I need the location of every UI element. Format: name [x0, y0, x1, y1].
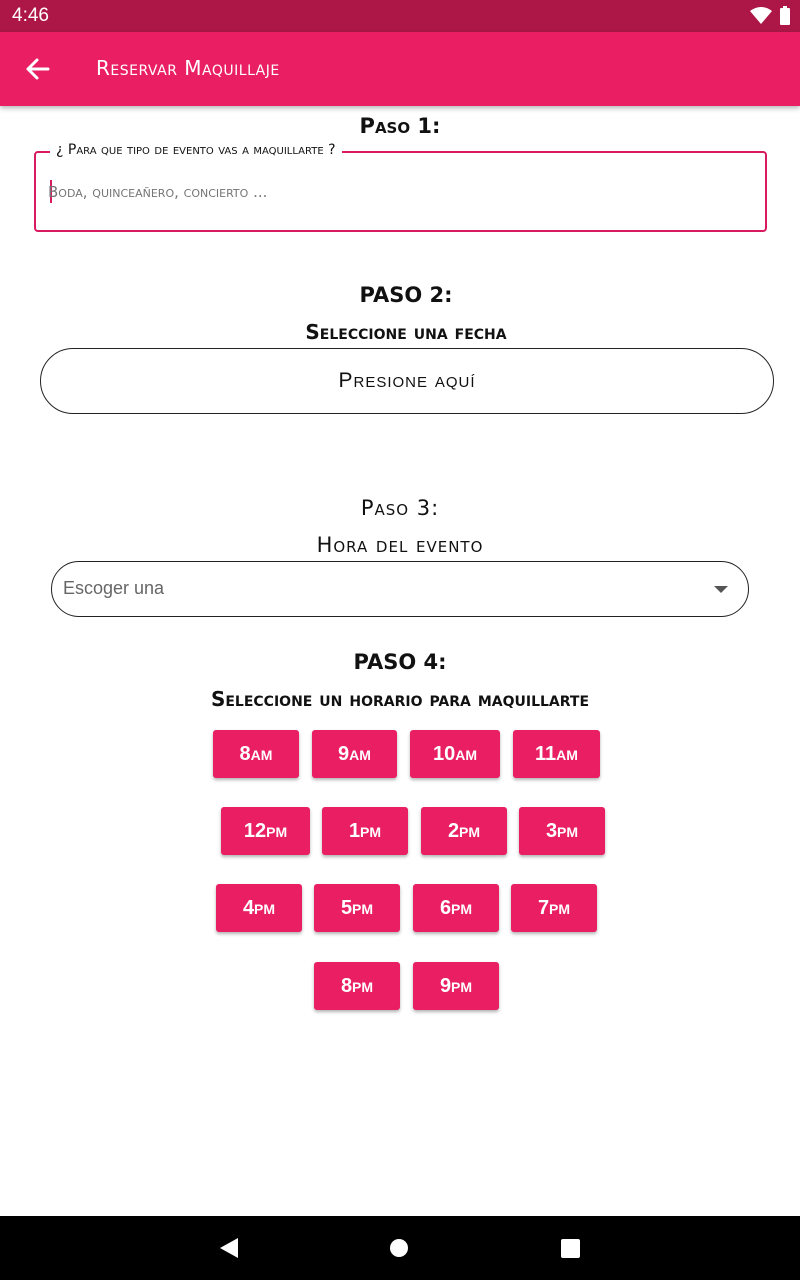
step4-subtitle: Seleccione un horario para maquillarte — [210, 687, 590, 711]
date-picker-button[interactable]: Presione aquí — [40, 348, 774, 414]
app-bar — [0, 32, 800, 106]
slot-button-6pm[interactable]: 6pm — [413, 884, 499, 932]
nav-home-icon[interactable] — [388, 1236, 410, 1260]
slot-button-9am[interactable]: 9am — [312, 730, 397, 778]
slot-button-8am[interactable]: 8am — [213, 730, 299, 778]
nav-recents-icon[interactable] — [560, 1236, 582, 1260]
slot-button-9pm[interactable]: 9pm — [413, 962, 499, 1010]
slot-button-7pm[interactable]: 7pm — [511, 884, 597, 932]
page-title: Reservar Maquillaje — [96, 56, 280, 80]
event-type-label: ¿ Para que tipo de evento vas a maquillarte ? — [50, 142, 342, 158]
step4-title: PASO 4: — [353, 650, 447, 674]
status-icons — [750, 6, 790, 25]
status-time: 4:46 — [12, 5, 49, 26]
event-hour-select[interactable] — [51, 561, 749, 617]
step2-title: PASO 2: — [359, 283, 453, 307]
step2-subtitle: Seleccione una fecha — [305, 320, 507, 344]
event-type-input[interactable] — [48, 177, 748, 207]
slot-button-3pm[interactable]: 3pm — [519, 807, 605, 855]
slot-button-5pm[interactable]: 5pm — [314, 884, 400, 932]
step1-title: Paso 1: — [359, 114, 441, 138]
step3-title: Paso 3: — [360, 496, 440, 520]
slot-button-2pm[interactable]: 2pm — [421, 807, 507, 855]
slot-button-11am[interactable]: 11am — [513, 730, 600, 778]
wifi-icon — [750, 7, 772, 25]
step3-subtitle: Hora del evento — [316, 533, 484, 557]
dropdown-arrow-icon — [714, 586, 728, 593]
event-type-field[interactable] — [34, 142, 767, 232]
slot-button-4pm[interactable]: 4pm — [216, 884, 302, 932]
event-hour-select-value: Escoger una — [63, 578, 165, 598]
slot-button-1pm[interactable]: 1pm — [322, 807, 408, 855]
system-nav-bar — [0, 1216, 800, 1280]
nav-back-icon[interactable] — [218, 1236, 240, 1260]
slot-button-8pm[interactable]: 8pm — [314, 962, 400, 1010]
slot-button-10am[interactable]: 10am — [410, 730, 500, 778]
slot-button-12pm[interactable]: 12pm — [221, 807, 310, 855]
status-bar — [0, 0, 800, 32]
arrow-back-icon[interactable] — [22, 54, 52, 84]
battery-icon — [780, 6, 790, 25]
